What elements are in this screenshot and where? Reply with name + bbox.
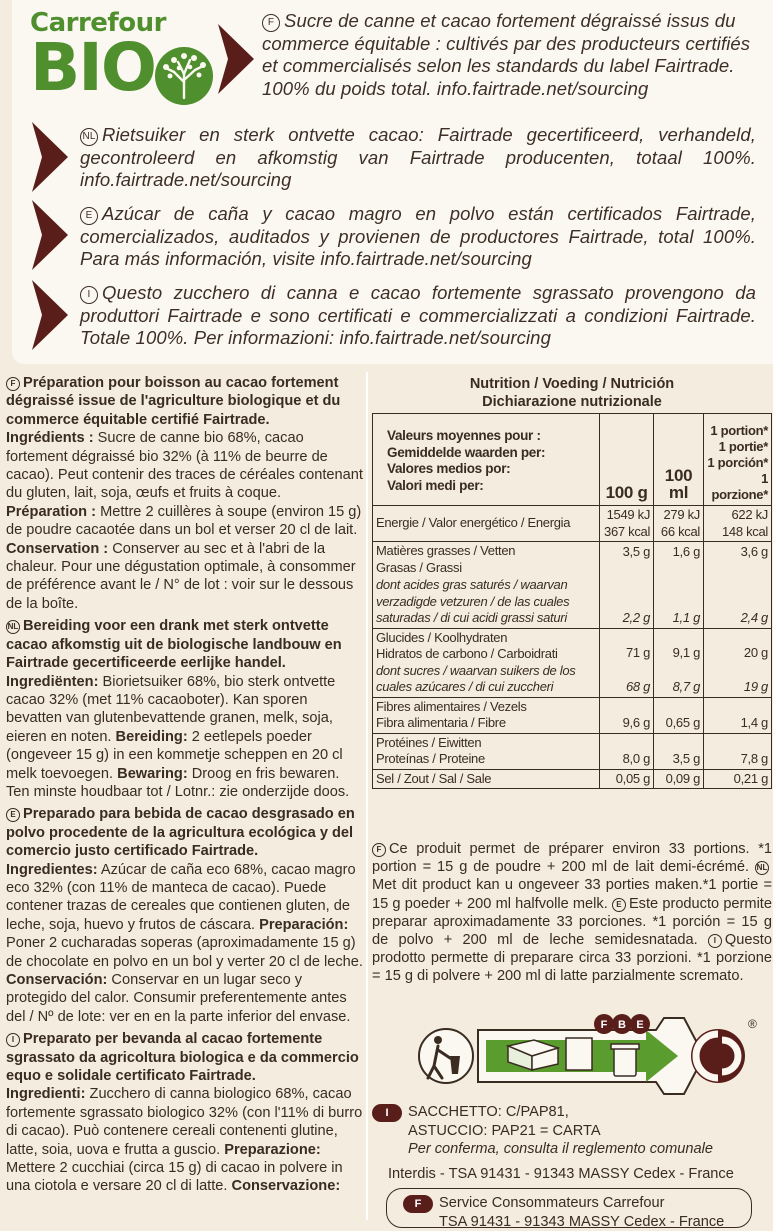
- fat-label: [373, 542, 600, 629]
- energy-100ml-kcal: 66 kcal: [660, 523, 701, 539]
- table-row-energy: [373, 506, 772, 542]
- lang-badge-it: I: [372, 1104, 402, 1122]
- fat-label-2: Grasas / Grassi: [376, 559, 462, 575]
- green-dot-icon: [691, 1017, 757, 1083]
- ingredients-column: [6, 374, 364, 1200]
- carbs-100g-value: 71 g: [625, 644, 651, 660]
- preparation-label-fr: Préparation :: [6, 503, 97, 520]
- energy-100g: [600, 506, 654, 542]
- energy-portion-kj: 622 kJ: [731, 507, 768, 522]
- portion-es: 1 porción*: [707, 455, 768, 470]
- ingredients-es: Azúcar de caña eco 68%, cacao magro eco 32% (con 11% de manteca de cacao). Puede contener trazas de cereales que contienen gluten, de leche, soja, huevo y frutos de cáscara.: [6, 861, 356, 933]
- column-100ml: 100 ml: [654, 414, 704, 506]
- energy-portion: [704, 506, 772, 542]
- salt-100g: 0,05 g: [600, 769, 654, 789]
- carbs-portion-value: 20 g: [743, 644, 768, 660]
- table-row-fat: [373, 542, 772, 629]
- recycle-line-1: SACCHETTO: C/PAP81,: [408, 1104, 569, 1120]
- fairtrade-fr-body: Sucre de canne et cacao fortement dégraissé issus du commerce équitable : cultivés par des producteurs certifiés et commercialisés selon les standards du label Fairtrade. 100% du poids total. info.fairtrade.net/sourcing: [262, 10, 751, 99]
- storage-label-it: Conservazione:: [227, 1178, 341, 1195]
- protein-100g: 8,0 g: [600, 733, 654, 769]
- values-per-fr: Valeurs moyennes pour :: [387, 428, 541, 443]
- values-per-nl: Gemiddelde waarden per:: [387, 444, 546, 460]
- sugars-label: dont sucres / waarvan suikers de los cuales azúcares / di cui zuccheri: [376, 662, 576, 694]
- storage-label-es: Conservación:: [6, 972, 108, 988]
- lang-code-nl: NL: [6, 620, 20, 634]
- fairtrade-text-es: [80, 203, 756, 271]
- lang-code-nl: NL: [80, 128, 98, 146]
- fat-portion: [704, 542, 772, 629]
- ingredients-fr: Sucre de canne bio 68%, cacao fortement dégraissé bio 32% (à 11% de beurre de cacao). Peut contenir des traces de céréales contenant du gluten, lait, soja, œufs et fruits à coque.: [6, 430, 363, 502]
- storage-es: Conservar en un lugar seco y protegido del calor. Consumir preferentemente antes del / Nº de lote: ver en en la parte inferior del envase.: [6, 972, 351, 1025]
- fibre-100g: 9,6 g: [600, 697, 654, 733]
- fibre-label-1: Fibres alimentaires / Vezels: [376, 698, 527, 714]
- saturated-label: dont acides gras saturés / waarvan verzadigde vetzuren / de las cuales saturadas / di cui acidi grassi saturi: [376, 577, 570, 625]
- column-portion: [704, 414, 772, 506]
- fat-100ml-value: 1,6 g: [672, 543, 701, 559]
- saturated-portion: 2,4 g: [740, 610, 768, 625]
- preparation-it: Mettere 2 cucchiai (circa 15 g) di cacao in polvere in una ciotola e versare 20 cl di latte.: [6, 1160, 343, 1195]
- language-letters: [594, 1014, 650, 1034]
- lang-code-it: I: [6, 1033, 20, 1047]
- fairtrade-es-body: Azúcar de caña y cacao magro en polvo están certificados Fairtrade, comercializados, auditados y provienen de productores Fairtrade, total 100%. Para más información, visite info.fairtrade.net/sourcing: [80, 203, 756, 269]
- storage-label-nl: Bewaring:: [113, 765, 188, 782]
- saturated-100g: 2,2 g: [622, 610, 651, 625]
- ingredients-label-it: Ingredienti:: [6, 1086, 86, 1103]
- section-fr: [6, 374, 364, 613]
- salt-portion: 0,21 g: [704, 769, 772, 789]
- product-title-nl: Bereiding voor een drank met sterk ontvette cacao afkomstig uit de biologische landbouw en Fairtrade gecertificeerde eerlijke handel.: [6, 618, 342, 672]
- section-it: [6, 1030, 364, 1196]
- product-title-es: Preparado para bebida de cacao desgrasado en polvo procedente de la agricultura ecológica y del comercio justo certificado Fairtrade.: [6, 806, 355, 860]
- recycling-info-it: [372, 1103, 772, 1158]
- arrow-fr-icon: [214, 24, 256, 94]
- salt-100ml: 0,09 g: [654, 769, 704, 789]
- values-per-it: Valori medi per:: [387, 477, 484, 493]
- nutrition-table: [372, 413, 772, 789]
- energy-100ml: [654, 506, 704, 542]
- carbs-label: [373, 628, 600, 697]
- fibre-portion: 1,4 g: [704, 697, 772, 733]
- portion-nl: 1 portie*: [718, 439, 768, 454]
- ingredients-label-nl: Ingrediënten:: [6, 673, 99, 690]
- logo-bio-word: BIO: [30, 29, 155, 106]
- protein-label-1: Protéines / Eiwitten: [376, 734, 482, 750]
- ingredients-it: Zucchero di canna biologico 68%, cacao fortemente sgrassato biologico 32% (con l'11% di burro di cacao). Può contenere cereali contenenti glutine, latte, soia, uova e frutta a guscio.: [6, 1086, 363, 1158]
- table-header-row: [373, 414, 772, 506]
- fat-label-1: Matières grasses / Vetten: [376, 543, 516, 558]
- carbs-label-2: Hidratos de carbono / Carboidrati: [376, 646, 558, 661]
- lang-code-nl: NL: [755, 861, 769, 875]
- portion-note-it: Questo prodotto permette di preparare circa 33 porzioni. *1 porzione = 15 g di polvere + 200 ml di latte parzialmente scremato.: [372, 932, 772, 985]
- recycle-letter-b: B: [618, 1019, 626, 1031]
- table-row-fibre: [373, 697, 772, 733]
- nutrition-heading-line2: Dichiarazione nutrizionale: [482, 394, 662, 410]
- fairtrade-nl-body: Rietsuiker en sterk ontvette cacao: Fairtrade gecertificeerd, verhandeld, gecontroleerd en afkomstig van Fairtrade producenten, totaal 100%. info.fairtrade.net/sourcing: [80, 124, 756, 190]
- recycle-letter-f: F: [600, 1019, 608, 1031]
- portion-note: [372, 840, 772, 986]
- preparation-label-nl: Bereiding:: [111, 728, 188, 745]
- consumer-service-title: Service Consommateurs Carrefour: [439, 1195, 665, 1211]
- tree-icon: [154, 46, 214, 106]
- fat-100ml: [654, 542, 704, 629]
- fibre-100ml: 0,65 g: [654, 697, 704, 733]
- recycle-line-3: Per conferma, consulta il reglemento comunale: [408, 1141, 714, 1157]
- carbs-portion: [704, 628, 772, 697]
- preparation-nl: 2 eetlepels poeder (ongeveer 15 g) in een kommetje scheppen en 20 cl melk toevoegen.: [6, 728, 343, 782]
- recycling-graphic: [416, 1010, 756, 1106]
- column-divider: [366, 372, 368, 1220]
- energy-100g-kj: 1549 kJ: [606, 507, 651, 522]
- lang-code-fr: F: [372, 843, 386, 857]
- portion-it: 1 porzione*: [711, 471, 768, 502]
- recycle-line-2: ASTUCCIO: PAP21 = CARTA: [408, 1123, 601, 1139]
- protein-100ml: 3,5 g: [654, 733, 704, 769]
- ingredients-nl: Biorietsuiker 68%, bio sterk ontvette cacao 32% (met 11% cacaoboter). Kan sporen bevatten van glutenbevattende granen, melk, soja, eieren en noten.: [6, 673, 336, 745]
- carbs-100g: [600, 628, 654, 697]
- preparation-es: Poner 2 cucharadas soperas (aproximadamente 15 g) de chocolate en polvo en un bol y verter 20 cl de leche.: [6, 935, 363, 970]
- energy-portion-kcal: 148 kcal: [721, 523, 768, 539]
- storage-label-fr: Conservation :: [6, 540, 109, 557]
- sugars-100g: 68 g: [625, 679, 651, 694]
- carbs-100ml: [654, 628, 704, 697]
- lang-code-fr: F: [262, 14, 280, 32]
- fat-100g-value: 3,5 g: [622, 543, 651, 559]
- fat-portion-value: 3,6 g: [740, 543, 768, 559]
- arrow-it-icon: [28, 280, 70, 350]
- lang-code-it: I: [80, 286, 98, 304]
- values-per-label: [373, 414, 600, 506]
- lang-code-es: E: [80, 207, 98, 225]
- fairtrade-panel: [12, 0, 773, 364]
- ingredients-label-fr: Ingrédients :: [6, 430, 94, 447]
- salt-label: Sel / Zout / Sal / Sale: [373, 769, 600, 789]
- portion-note-fr: Ce produit permet de préparer environ 33 portions. *1 portion = 15 g de poudre + 200 ml de lait demi-écrémé.: [372, 841, 772, 876]
- product-title-fr: Préparation pour boisson au cacao fortement dégraissé issue de l'agriculture biologique et du commerce équitable certifié Fairtrade.: [6, 375, 341, 428]
- consumer-service-box: [386, 1188, 752, 1228]
- table-row-protein: [373, 733, 772, 769]
- values-per-es: Valores medios por:: [387, 461, 511, 476]
- preparation-label-it: Preparazione:: [220, 1141, 321, 1158]
- lang-code-fr: F: [6, 377, 20, 391]
- table-row-carbs: [373, 628, 772, 697]
- portion-note-es: Este producto permite preparar aproximadamente 33 porciones. *1 porción = 15 g de polvo + 200 ml de leche semidesnatada.: [372, 895, 772, 949]
- nutrition-heading: [372, 375, 772, 411]
- arrow-es-icon: [28, 200, 70, 270]
- protein-portion: 7,8 g: [704, 733, 772, 769]
- sugars-portion: 19 g: [743, 679, 768, 694]
- fairtrade-text-it: [80, 282, 756, 350]
- fibre-label: [373, 697, 600, 733]
- fat-100g: [600, 542, 654, 629]
- energy-100ml-kj: 279 kJ: [663, 507, 701, 522]
- logo-carrefour-word: Carrefour: [30, 8, 166, 38]
- table-row-salt: [373, 769, 772, 789]
- protein-label-2: Proteínas / Proteine: [376, 751, 485, 766]
- recycle-letter-e: E: [636, 1019, 644, 1031]
- preparation-fr: Mettre 2 cuillères à soupe (environ 15 g) de poudre cacaotée dans un bol et verser 20 cl de lait.: [6, 503, 362, 539]
- energy-100g-kcal: 367 kcal: [604, 523, 651, 539]
- fibre-label-2: Fibra alimentaria / Fibre: [376, 715, 506, 730]
- lang-badge-fr: F: [403, 1195, 433, 1213]
- product-title-it: Preparato per bevanda al cacao fortemente sgrassato da agricoltura biologica e da commercio equo e solidale certificato Fairtrade.: [6, 1031, 359, 1085]
- fairtrade-text-fr: [262, 10, 762, 100]
- fairtrade-it-body: Questo zucchero di canna e cacao fortemente sgrassato provengono da produttori Fairtrade e sono certificati e commercializzati a condizioni Fairtrade. Totale 100%. Per informazioni: info.fairtrade.net/sourcing: [80, 282, 756, 348]
- storage-nl: Droog en fris bewaren. Ten minste houdbaar tot / Lotnr.: zie onderzijde doos.: [6, 765, 350, 800]
- lang-code-it: I: [708, 934, 722, 948]
- column-100g: 100 g: [600, 414, 654, 506]
- saturated-100ml: 1,1 g: [672, 610, 701, 625]
- lang-code-es: E: [6, 808, 20, 822]
- portion-fr: 1 portion*: [710, 423, 768, 438]
- ingredients-label-es: Ingredientes:: [6, 861, 98, 878]
- storage-fr: Conserver au sec et à l'abri de la chaleur. Pour une dégustation optimale, à consommer de préférence avant le / N° de lot : voir sur le dessous de la boîte.: [6, 540, 356, 612]
- bin-icon: [611, 1044, 639, 1076]
- protein-label: [373, 733, 600, 769]
- tidyman-icon: [419, 1029, 473, 1083]
- consumer-service-address: TSA 91431 - 91343 MASSY Cedex - France: [439, 1214, 725, 1230]
- preparation-label-es: Preparación:: [255, 916, 349, 933]
- energy-label: Energie / Valor energético / Energia: [373, 506, 600, 542]
- interdis-address: Interdis - TSA 91431 - 91343 MASSY Cedex - France: [388, 1166, 734, 1182]
- lang-code-es: E: [612, 898, 626, 912]
- portion-note-nl: Met dit product kan u ongeveer 33 porties maken.*1 portie = 15 g poeder + 200 ml halfvolle melk.: [372, 877, 772, 912]
- carbs-label-1: Glucides / Koolhydraten: [376, 629, 508, 645]
- fairtrade-text-nl: [80, 124, 756, 192]
- section-nl: [6, 617, 364, 801]
- arrow-nl-icon: [28, 122, 70, 192]
- registered-mark: ®: [748, 1017, 757, 1031]
- nutrition-heading-line1: Nutrition / Voeding / Nutrición: [469, 376, 675, 392]
- carbs-100ml-value: 9,1 g: [672, 644, 701, 660]
- carrefour-bio-logo: [30, 8, 220, 104]
- section-es: [6, 805, 364, 1026]
- sugars-100ml: 8,7 g: [672, 679, 701, 694]
